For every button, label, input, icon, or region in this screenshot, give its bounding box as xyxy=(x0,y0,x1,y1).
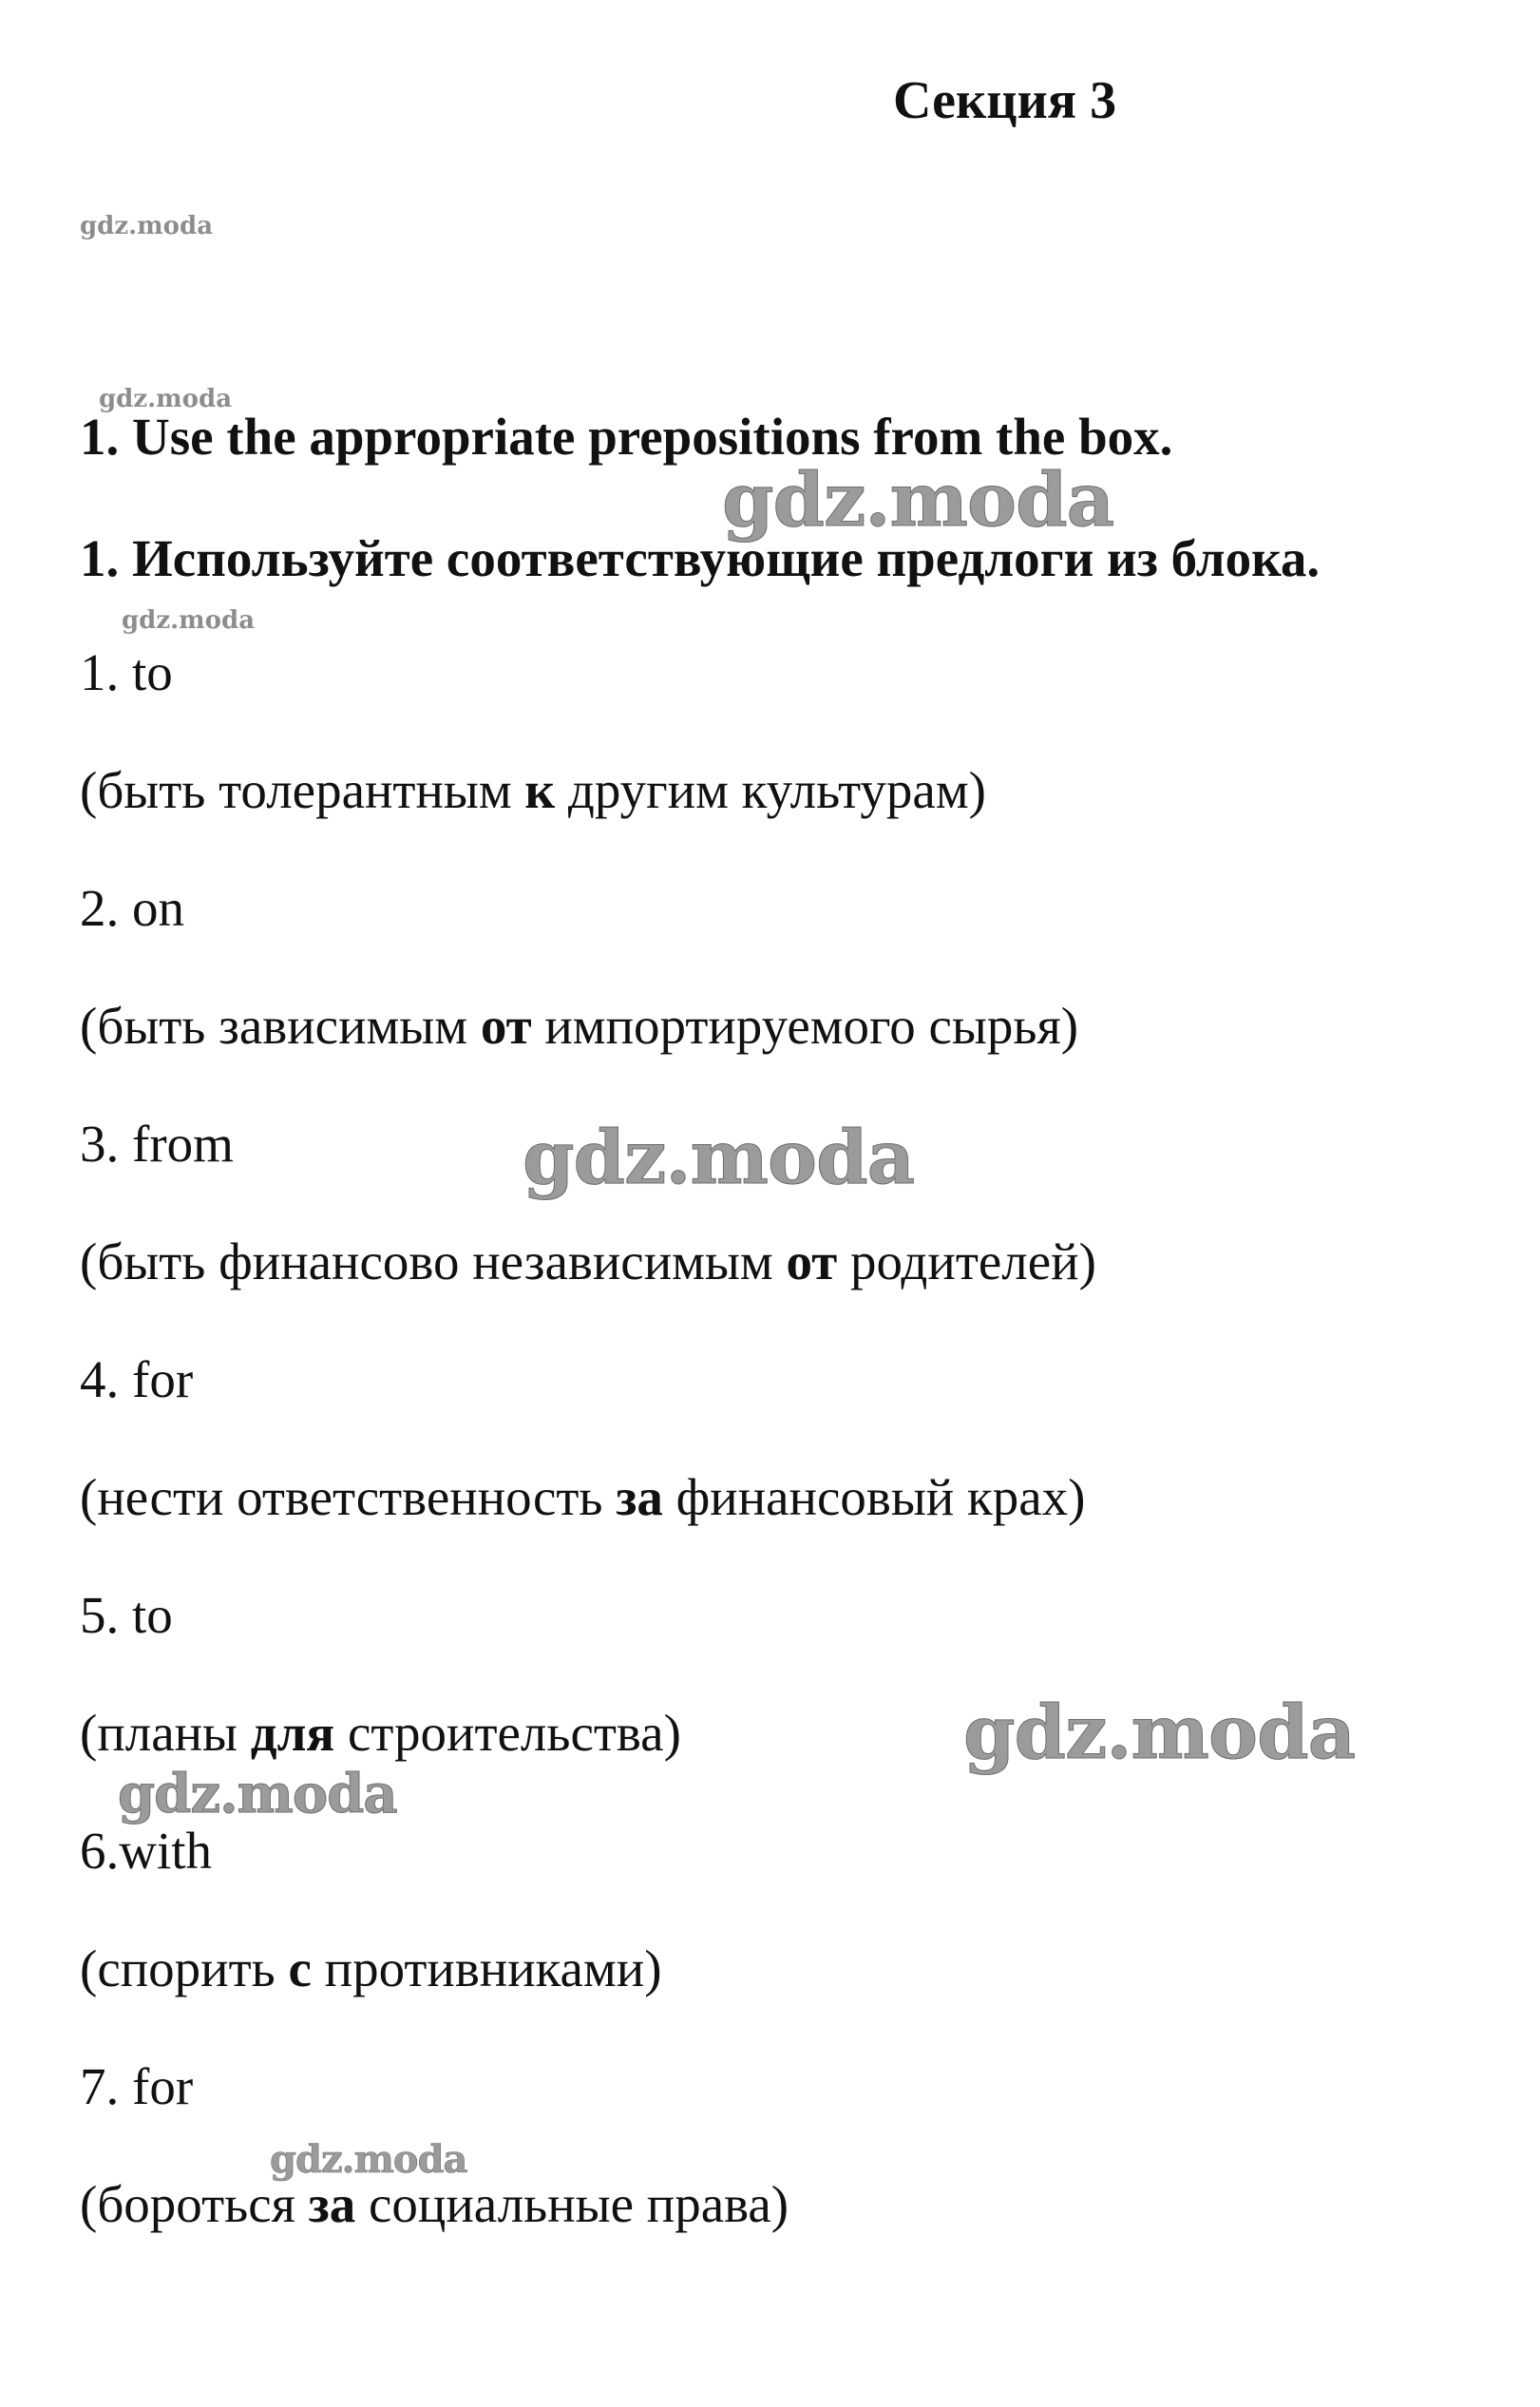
answer-preposition: 7. for xyxy=(80,2057,194,2115)
answer-list xyxy=(80,643,1096,2296)
answer-item-4 xyxy=(80,1350,1096,1589)
answer-item-6 xyxy=(80,1824,1096,2060)
answer-item-2 xyxy=(80,879,1096,1118)
highlighted-preposition: к xyxy=(524,761,556,819)
watermark: gdz.moda xyxy=(122,606,256,635)
task-heading-russian: 1. Используйте соответствующие предлоги из блока. xyxy=(80,529,1321,587)
answer-preposition: 2. on xyxy=(80,879,184,937)
answer-translation: (планы для строительства) xyxy=(80,1704,681,1762)
answer-translation: (быть финансово независимым от родителей) xyxy=(80,1232,1096,1290)
answer-translation: (бороться за социальные права) xyxy=(80,2175,789,2233)
answer-preposition: 3. from xyxy=(80,1115,234,1173)
watermark: gdz.moda xyxy=(523,1115,915,1201)
watermark: gdz.moda xyxy=(722,457,1114,544)
answer-preposition: 1. to xyxy=(80,643,173,701)
watermark: gdz.moda xyxy=(963,1690,1356,1776)
answer-preposition: 5. to xyxy=(80,1586,173,1644)
highlighted-preposition: за xyxy=(308,2175,356,2233)
watermark: gdz.moda xyxy=(99,385,233,413)
answer-translation: (спорить с противниками) xyxy=(80,1939,662,1997)
highlighted-preposition: от xyxy=(480,997,532,1055)
highlighted-preposition: за xyxy=(616,1468,663,1526)
answer-translation: (быть зависимым от импортируемого сырья) xyxy=(80,997,1079,1055)
answer-preposition: 6.with xyxy=(80,1822,213,1880)
answer-item-1 xyxy=(80,643,1096,882)
highlighted-preposition: с xyxy=(288,1939,312,1997)
section-title: Секция 3 xyxy=(893,71,1117,130)
task-heading-english: 1. Use the appropriate prepositions from the box. xyxy=(80,408,1173,466)
answer-translation: (быть толерантным к другим культурам) xyxy=(80,761,986,819)
watermark: gdz.moda xyxy=(118,1763,397,1825)
answer-preposition: 4. for xyxy=(80,1350,194,1408)
answer-item-7 xyxy=(80,2057,1096,2296)
highlighted-preposition: от xyxy=(786,1232,838,1290)
highlighted-preposition: для xyxy=(250,1704,335,1762)
answer-translation: (нести ответственность за финансовый крах) xyxy=(80,1468,1086,1526)
watermark: gdz.moda xyxy=(80,212,214,240)
watermark: gdz.moda xyxy=(270,2137,467,2182)
